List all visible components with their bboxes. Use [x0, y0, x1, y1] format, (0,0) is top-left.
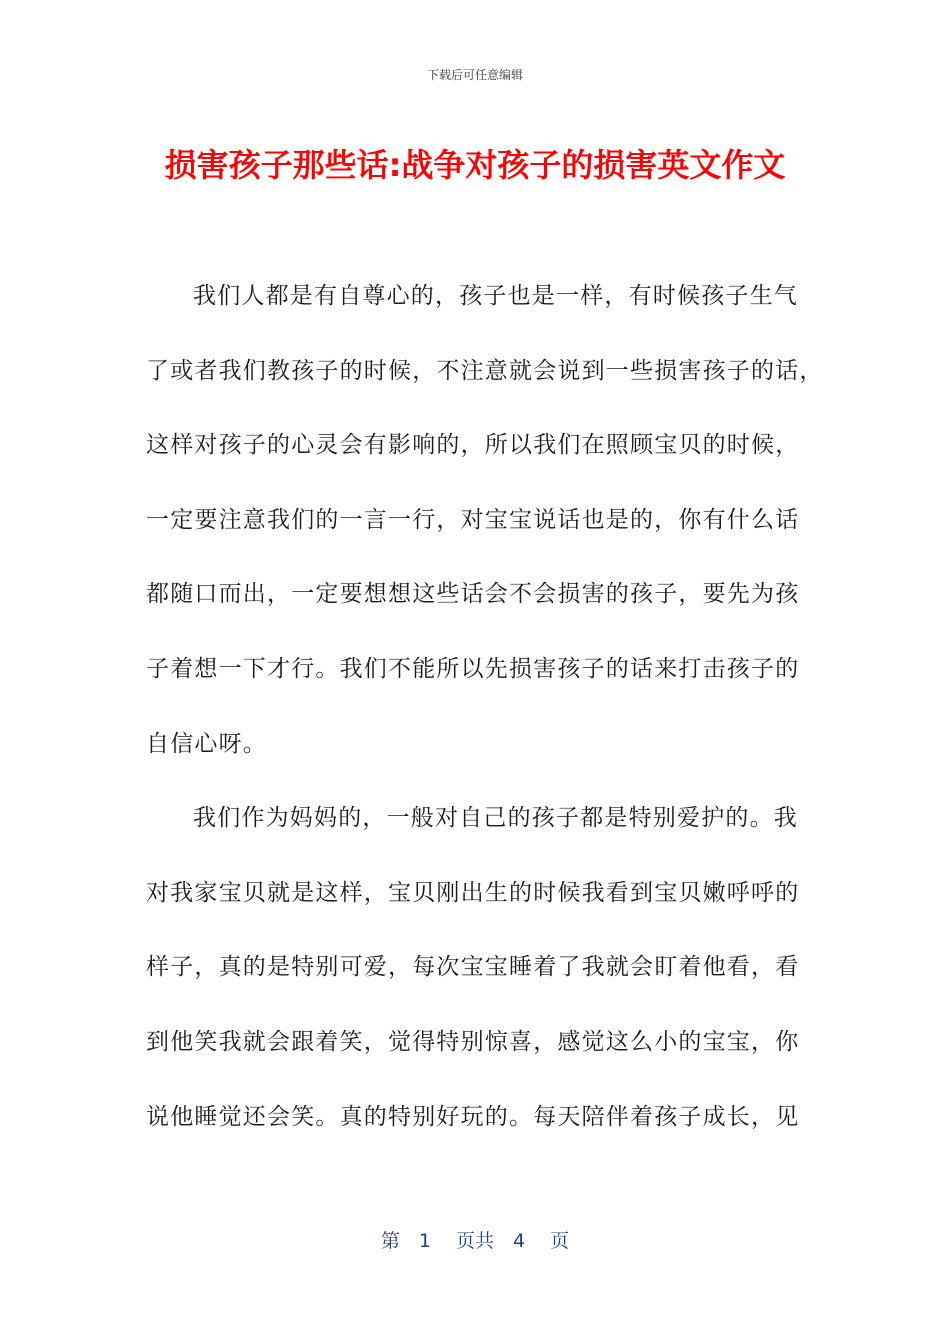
header-note: 下载后可任意编辑 — [426, 68, 523, 82]
paragraph-2-line-2: 对我家宝贝就是这样，宝贝刚出生的时候我看到宝贝嫩呼呼的 — [146, 879, 800, 906]
page-number: 第 1 页共 4 页 — [380, 1230, 570, 1252]
paragraph-1-line-3: 这样对孩子的心灵会有影响的，所以我们在照顾宝贝的时候， — [146, 432, 800, 459]
paragraph-1-line-4: 一定要注意我们的一言一行，对宝宝说话也是的，你有什么话 — [146, 506, 800, 533]
paragraph-2-line-3: 样子，真的是特别可爱，每次宝宝睡着了我就会盯着他看，看 — [146, 954, 800, 981]
document-body — [146, 270, 824, 1165]
paragraph-2-line-4: 到他笑我就会跟着笑，觉得特别惊喜，感觉这么小的宝宝，你 — [146, 1028, 800, 1055]
document-title: 损害孩子那些话:战争对孩子的损害英文作文 — [164, 146, 786, 184]
paragraph-1-line-1: 我们人都是有自尊心的，孩子也是一样，有时候孩子生气 — [193, 283, 798, 309]
paragraph-1-line-6: 子着想一下才行。我们不能所以先损害孩子的话来打击孩子的 — [146, 655, 800, 682]
paragraph-1-line-2: 了或者我们教孩子的时候，不注意就会说到一些损害孩子的话， — [146, 357, 824, 384]
paragraph-2-line-1: 我们作为妈妈的，一般对自己的孩子都是特别爱护的。我 — [193, 805, 798, 832]
paragraph-1-line-7: 自信心呀。 — [146, 730, 267, 757]
paragraph-1-line-5: 都随口而出，一定要想想这些话会不会损害的孩子，要先为孩 — [146, 581, 800, 608]
paragraph-2-line-5: 说他睡觉还会笑。真的特别好玩的。每天陪伴着孩子成长，见 — [146, 1103, 800, 1130]
